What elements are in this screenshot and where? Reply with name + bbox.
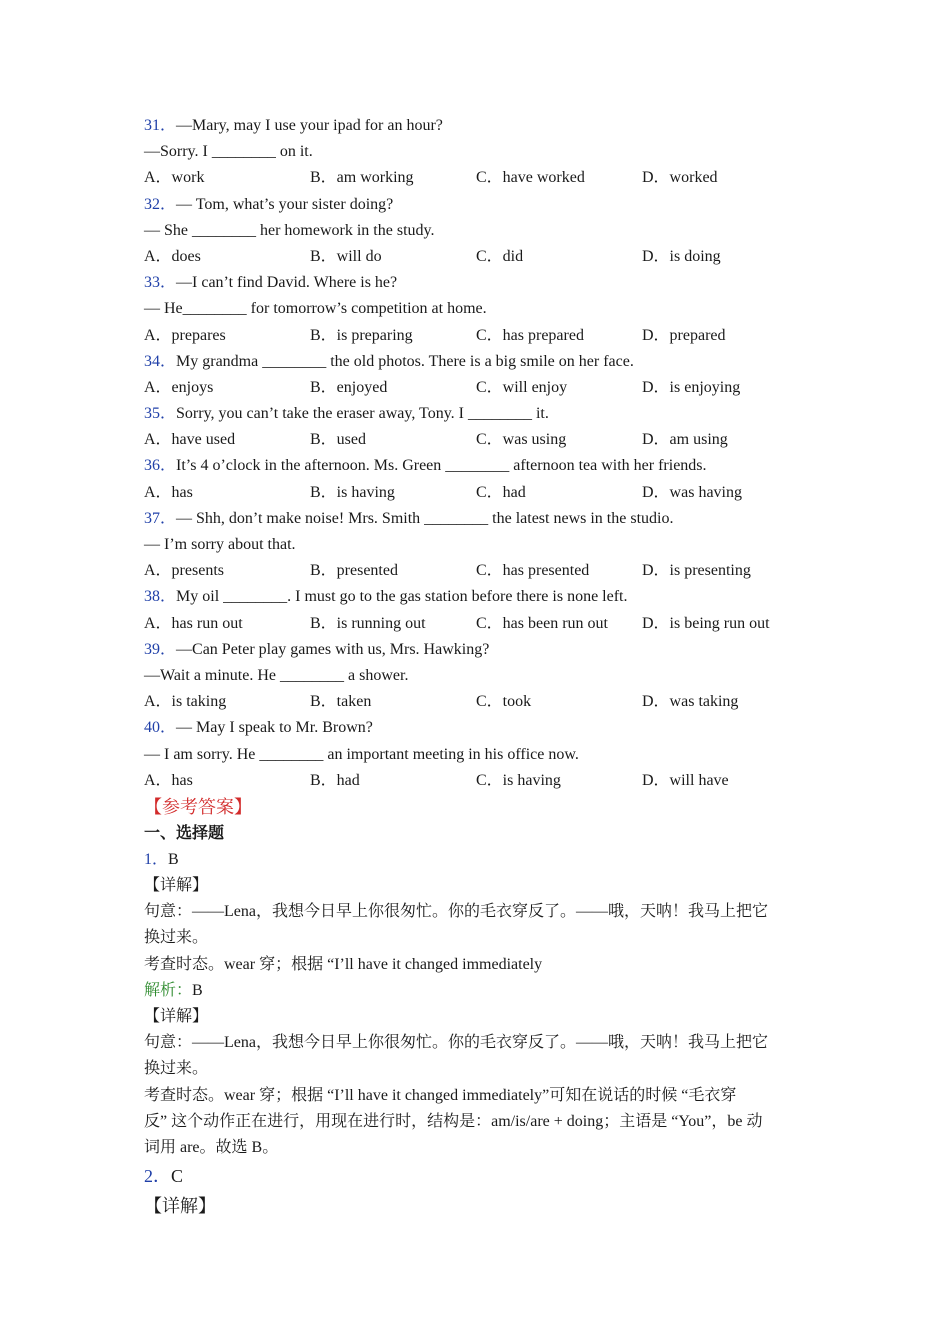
question-line [144,532,814,558]
option-choice: D．was taking [642,693,739,711]
answer-value: C [171,1166,184,1187]
question-line [144,349,814,375]
option-choice: D．is being run out [642,614,770,632]
answer-options [144,375,814,401]
exam-point-line: 考查时态。wear 穿；根据 “I’ll have it changed immediately”可知在说话的时候 “毛衣穿 [144,1086,737,1104]
document-content [144,113,814,1221]
answer-options [144,611,814,637]
option-choice: A．have used [144,431,236,449]
detail-label: 【详解】 [144,877,209,895]
option-choice: C．is having [476,771,561,789]
option-choice: C．will enjoy [476,378,568,396]
question-number: 35． [144,405,177,423]
question-line [144,192,814,218]
option-choice: B．had [310,771,360,789]
question-line [144,742,814,768]
option-choice: A．work [144,169,205,187]
option-choice: A．is taking [144,693,227,711]
option-choice: B．enjoyed [310,378,388,396]
answer-item-2 [144,1161,814,1191]
question-number: 40． [144,719,177,737]
option-choice: B．is having [310,483,395,501]
option-choice: B．is preparing [310,326,413,344]
question-number: 34． [144,352,177,370]
question-line [144,453,814,479]
question-line [144,113,814,139]
question-line [144,218,814,244]
option-choice: D．was having [642,483,742,501]
option-choice: B．used [310,431,367,449]
option-choice: B．taken [310,693,372,711]
option-choice: D．worked [642,169,718,187]
question-number: 32． [144,195,177,213]
sentence-meaning-line: 换过来。 [144,929,209,947]
question-number: 38． [144,588,177,606]
question-text: — She ________ her homework in the study. [144,221,435,239]
question-line [144,715,814,741]
question-line [144,139,814,165]
exam-point-line: 考查时态。wear 穿；根据 “I’ll have it changed immediately [144,955,543,973]
detail-label: 【详解】 [144,1196,216,1217]
answer-item-1 [144,847,814,873]
question-number: 37． [144,509,177,527]
option-choice: A．has [144,771,193,789]
option-choice: C．took [476,693,532,711]
question-number: 31． [144,117,177,134]
answer-options [144,768,814,794]
answer-options [144,323,814,349]
sentence-meaning-line: 换过来。 [144,1060,209,1078]
answer-options [144,558,814,584]
question-text: — May I speak to Mr. Brown? [176,719,373,737]
question-line [144,663,814,689]
option-choice: D．am using [642,431,728,449]
detail-label: 【详解】 [144,1008,209,1025]
option-choice: C．has prepared [476,326,584,344]
answer-value: B [168,850,179,868]
question-text: —Sorry. I ________ on it. [144,143,313,161]
option-choice: B．presented [310,562,398,580]
option-choice: A．enjoys [144,378,214,396]
exam-point-line: 反” 这个动作正在进行，用现在进行时，结构是：am/is/are + doing；主语是 “You”，be 动 [144,1112,763,1130]
option-choice: A．does [144,247,201,265]
question-list [144,113,814,794]
question-text: — Tom, what’s your sister doing? [176,195,394,213]
question-text: —Can Peter play games with us, Mrs. Hawking? [176,640,490,658]
answer-options [144,427,814,453]
answer-key-header: 【参考答案】 [144,796,252,817]
option-choice: C．have worked [476,169,585,187]
option-choice: B．am working [310,169,414,187]
answer-options [144,689,814,715]
exam-point-line: 词用 are。故选 B。 [144,1138,279,1156]
option-choice: C．has been run out [476,614,608,632]
analysis-label: 解析： [144,981,193,999]
question-line [144,401,814,427]
option-choice: B．is running out [310,614,426,632]
answer-options [144,244,814,270]
option-choice: A．prepares [144,326,226,344]
question-number: 36． [144,457,177,475]
option-choice: D．is enjoying [642,378,741,396]
question-text: My grandma ________ the old photos. There is a big smile on her face. [176,352,634,370]
option-choice: A．presents [144,562,224,580]
question-text: My oil ________. I must go to the gas station before there is none left. [176,588,628,606]
answer-number: 2． [144,1166,171,1187]
answer-options [144,480,814,506]
question-line [144,506,814,532]
question-number: 33． [144,274,177,292]
sentence-meaning-line: 句意：——Lena，我想今日早上你很匆忙。你的毛衣穿反了。——哦，天呐！我马上把它 [144,1034,768,1052]
option-choice: C．was using [476,431,567,449]
question-line [144,296,814,322]
question-line [144,584,814,610]
question-text: —I can’t find David. Where is he? [176,274,398,292]
question-text: —Mary, may I use your ipad for an hour? [176,117,443,134]
option-choice: C．has presented [476,562,590,580]
question-text: — He________ for tomorrow’s competition at home. [144,300,487,318]
question-text: — I’m sorry about that. [144,536,296,553]
option-choice: D．is presenting [642,562,751,580]
question-text: It’s 4 o’clock in the afternoon. Ms. Green ________ afternoon tea with her friends. [176,457,707,475]
question-line [144,270,814,296]
answer-options [144,165,814,191]
question-text: —Wait a minute. He ________ a shower. [144,666,409,684]
option-choice: C．did [476,247,524,265]
sentence-meaning-line: 句意：——Lena，我想今日早上你很匆忙。你的毛衣穿反了。——哦，天呐！我马上把它 [144,903,768,921]
answer-number: 1． [144,850,169,868]
option-choice: C．had [476,483,526,501]
question-text: — Shh, don’t make noise! Mrs. Smith ________ the latest news in the studio. [176,509,674,527]
option-choice: D．will have [642,771,729,789]
option-choice: D．prepared [642,326,726,344]
option-choice: A．has [144,483,193,501]
analysis-answer: B [192,981,203,999]
question-text: Sorry, you can’t take the eraser away, Tony. I ________ it. [176,405,549,423]
option-choice: B．will do [310,247,382,265]
option-choice: D．is doing [642,247,721,265]
analysis-line [144,978,814,1004]
question-text: — I am sorry. He ________ an important meeting in his office now. [144,745,579,763]
section-title: 一、选择题 [144,824,225,842]
option-choice: A．has run out [144,614,243,632]
question-line [144,637,814,663]
question-number: 39． [144,640,177,658]
